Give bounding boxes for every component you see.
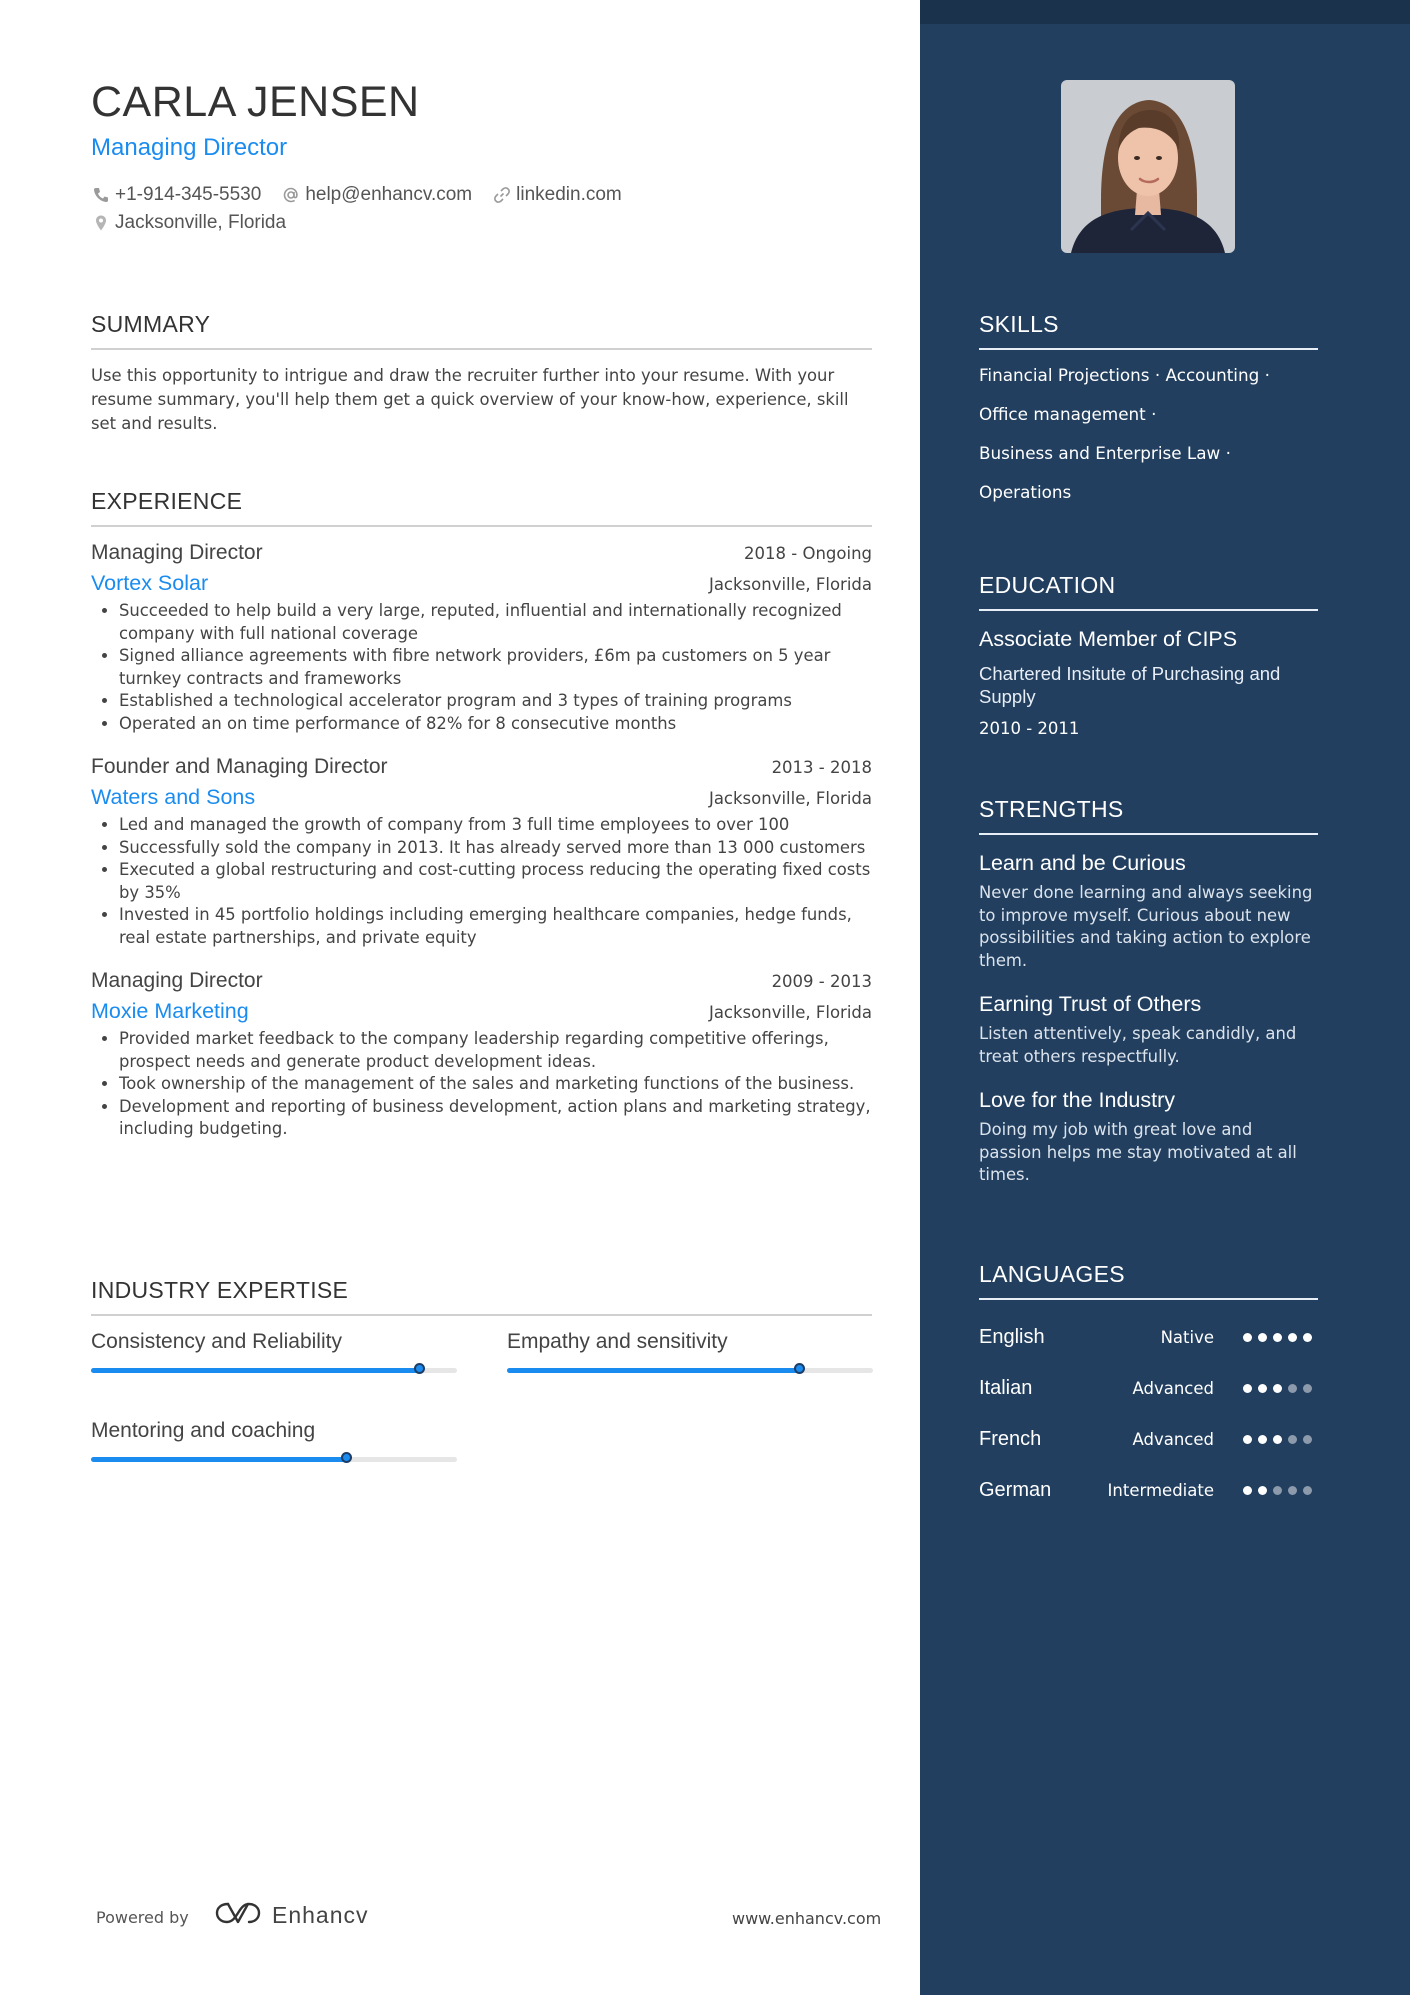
job-entry [91, 969, 872, 1141]
location-contact [91, 212, 286, 234]
expertise-item [507, 1330, 873, 1373]
experience-heading: EXPERIENCE [91, 488, 872, 527]
job-bullets [91, 814, 872, 949]
strength-item [979, 851, 1318, 972]
job-entry [91, 755, 872, 949]
rating-dot-filled [1243, 1435, 1252, 1444]
expertise-track [91, 1368, 457, 1373]
job-company: Moxie Marketing [91, 999, 249, 1023]
email-contact[interactable] [281, 184, 472, 206]
candidate-title: Managing Director [91, 134, 288, 161]
language-row [979, 1414, 1318, 1465]
languages-list [979, 1312, 1318, 1516]
phone-contact[interactable] [91, 184, 261, 206]
expertise-item [91, 1419, 457, 1462]
education-school: Chartered Insitute of Purchasing and Supply [979, 663, 1281, 707]
strengths-heading: STRENGTHS [979, 796, 1318, 835]
expertise-item [91, 1330, 457, 1373]
job-dates: 2013 - 2018 [771, 758, 872, 777]
strengths-section [979, 796, 1318, 1187]
job-bullet: • Executed a global restructuring and cost-cutting process reducing the operating fixed costs by 35% [119, 859, 872, 904]
job-dates: 2009 - 2013 [771, 972, 872, 991]
rating-dot-filled [1258, 1333, 1267, 1342]
strength-item [979, 1088, 1318, 1187]
expertise-handle [341, 1452, 352, 1463]
rating-dot-filled [1243, 1486, 1252, 1495]
strength-title: Earning Trust of Others [979, 992, 1202, 1016]
job-dates: 2018 - Ongoing [744, 544, 872, 563]
job-bullet: • Took ownership of the management of the sales and marketing functions of the business. [119, 1073, 872, 1096]
skill-line: Operations [979, 482, 1072, 502]
skills-list [979, 356, 1318, 512]
location-pin-icon [91, 213, 111, 233]
expertise-label: Consistency and Reliability [91, 1330, 342, 1353]
strength-desc: Doing my job with great love and passion helps me stay motivated at all times. [979, 1120, 1297, 1184]
language-name: Italian [979, 1377, 1033, 1399]
location-text: Jacksonville, Florida [115, 212, 287, 233]
skill-line: Office management · [979, 404, 1157, 424]
job-bullet: • Successfully sold the company in 2013. It has already served more than 13 000 customers [119, 837, 872, 860]
language-row [979, 1363, 1318, 1414]
languages-section [979, 1261, 1318, 1516]
language-row [979, 1465, 1318, 1516]
enhancv-logo[interactable] [214, 1900, 369, 1930]
job-location: Jacksonville, Florida [708, 789, 872, 808]
candidate-name: CARLA JENSEN [91, 78, 420, 126]
job-bullets [91, 600, 872, 735]
rating-dot-empty [1288, 1486, 1297, 1495]
expertise-track [91, 1457, 457, 1462]
language-rating [1243, 1384, 1318, 1393]
education-years: 2010 - 2011 [979, 719, 1080, 738]
language-rating [1243, 1435, 1318, 1444]
sidebar-top-band [920, 0, 1410, 24]
rating-dot-empty [1288, 1384, 1297, 1393]
strength-desc: Never done learning and always seeking to improve myself. Curious about new possibilities and taking action to explore them. [979, 883, 1313, 970]
job-location: Jacksonville, Florida [708, 1003, 872, 1022]
education-degree: Associate Member of CIPS [979, 627, 1238, 651]
summary-heading: SUMMARY [91, 311, 872, 350]
rating-dot-empty [1303, 1435, 1312, 1444]
rating-dot-filled [1273, 1384, 1282, 1393]
link-icon [492, 185, 512, 205]
rating-dot-filled [1303, 1333, 1312, 1342]
at-icon [281, 185, 301, 205]
job-title: Managing Director [91, 969, 263, 992]
job-bullet: • Signed alliance agreements with fibre network providers, £6m pa customers on 5 year turnkey contracts and frameworks [119, 645, 872, 690]
profile-photo [1061, 80, 1235, 253]
rating-dot-empty [1303, 1486, 1312, 1495]
rating-dot-empty [1273, 1486, 1282, 1495]
job-bullet: • Established a technological accelerator program and 3 types of training programs [119, 690, 872, 713]
expertise-fill [91, 1368, 420, 1373]
education-heading: EDUCATION [979, 572, 1318, 611]
strength-desc: Listen attentively, speak candidly, and treat others respectfully. [979, 1024, 1297, 1066]
expertise-section [91, 1277, 872, 1500]
language-level: Advanced [1132, 1379, 1214, 1398]
rating-dot-empty [1288, 1435, 1297, 1444]
linkedin-contact[interactable] [492, 184, 622, 206]
rating-dot-filled [1243, 1333, 1252, 1342]
skill-line: Financial Projections · Accounting · [979, 365, 1270, 385]
summary-text: Use this opportunity to intrigue and draw the recruiter further into your resume. With your resume summary, you'll help them get a quick overview of your know-how, experience, skill set and results. [91, 366, 849, 433]
experience-section [91, 488, 872, 1141]
skills-section [979, 311, 1318, 512]
job-bullets [91, 1028, 872, 1141]
skill-line: Business and Enterprise Law · [979, 443, 1231, 463]
rating-dot-filled [1258, 1384, 1267, 1393]
linkedin-text: linkedin.com [516, 184, 622, 205]
summary-section [91, 311, 872, 436]
powered-by-label: Powered by [96, 1908, 189, 1927]
language-row [979, 1312, 1318, 1363]
job-bullet: • Led and managed the growth of company from 3 full time employees to over 100 [119, 814, 872, 837]
expertise-handle [794, 1363, 805, 1374]
rating-dot-filled [1273, 1435, 1282, 1444]
job-bullet: • Development and reporting of business development, action plans and marketing strategy, including budgeting. [119, 1096, 872, 1141]
phone-text: +1-914-345-5530 [115, 184, 262, 205]
job-bullet: • Provided market feedback to the company leadership regarding competitive offerings, prospect needs and generate product development ideas. [119, 1028, 872, 1073]
contact-info [91, 181, 642, 237]
language-rating [1243, 1333, 1318, 1342]
languages-heading: LANGUAGES [979, 1261, 1318, 1300]
enhancv-logo-icon [214, 1900, 262, 1930]
email-text: help@enhancv.com [305, 184, 473, 205]
language-rating [1243, 1486, 1318, 1495]
language-name: English [979, 1326, 1045, 1348]
language-name: German [979, 1479, 1052, 1501]
footer-website[interactable]: www.enhancv.com [732, 1909, 882, 1928]
rating-dot-filled [1258, 1486, 1267, 1495]
expertise-fill [507, 1368, 800, 1373]
language-name: French [979, 1428, 1042, 1450]
job-bullet: • Succeeded to help build a very large, reputed, influential and internationally recognized company with full national coverage [119, 600, 872, 645]
strength-item [979, 992, 1318, 1068]
language-level: Advanced [1132, 1430, 1214, 1449]
phone-icon [91, 185, 111, 205]
language-level: Intermediate [1107, 1481, 1214, 1500]
expertise-label: Empathy and sensitivity [507, 1330, 728, 1353]
education-section [979, 572, 1318, 738]
rating-dot-empty [1303, 1384, 1312, 1393]
expertise-fill [91, 1457, 347, 1462]
skills-heading: SKILLS [979, 311, 1318, 350]
job-bullet: • Invested in 45 portfolio holdings including emerging healthcare companies, hedge funds, real estate partnerships, and private equity [119, 904, 872, 949]
job-bullet: • Operated an on time performance of 82% for 8 consecutive months [119, 713, 872, 736]
rating-dot-filled [1273, 1333, 1282, 1342]
rating-dot-filled [1288, 1333, 1297, 1342]
expertise-heading: INDUSTRY EXPERTISE [91, 1277, 872, 1316]
job-company: Waters and Sons [91, 785, 256, 809]
rating-dot-filled [1243, 1384, 1252, 1393]
rating-dot-filled [1258, 1435, 1267, 1444]
expertise-handle [414, 1363, 425, 1374]
job-title: Managing Director [91, 541, 263, 564]
enhancv-brand: Enhancv [272, 1901, 369, 1928]
job-company: Vortex Solar [91, 571, 209, 595]
language-level: Native [1160, 1328, 1214, 1347]
expertise-label: Mentoring and coaching [91, 1419, 316, 1442]
strength-title: Love for the Industry [979, 1088, 1175, 1112]
job-entry [91, 541, 872, 735]
job-title: Founder and Managing Director [91, 755, 388, 778]
job-location: Jacksonville, Florida [708, 575, 872, 594]
strength-title: Learn and be Curious [979, 851, 1186, 875]
expertise-track [507, 1368, 873, 1373]
expertise-bars [91, 1330, 872, 1500]
